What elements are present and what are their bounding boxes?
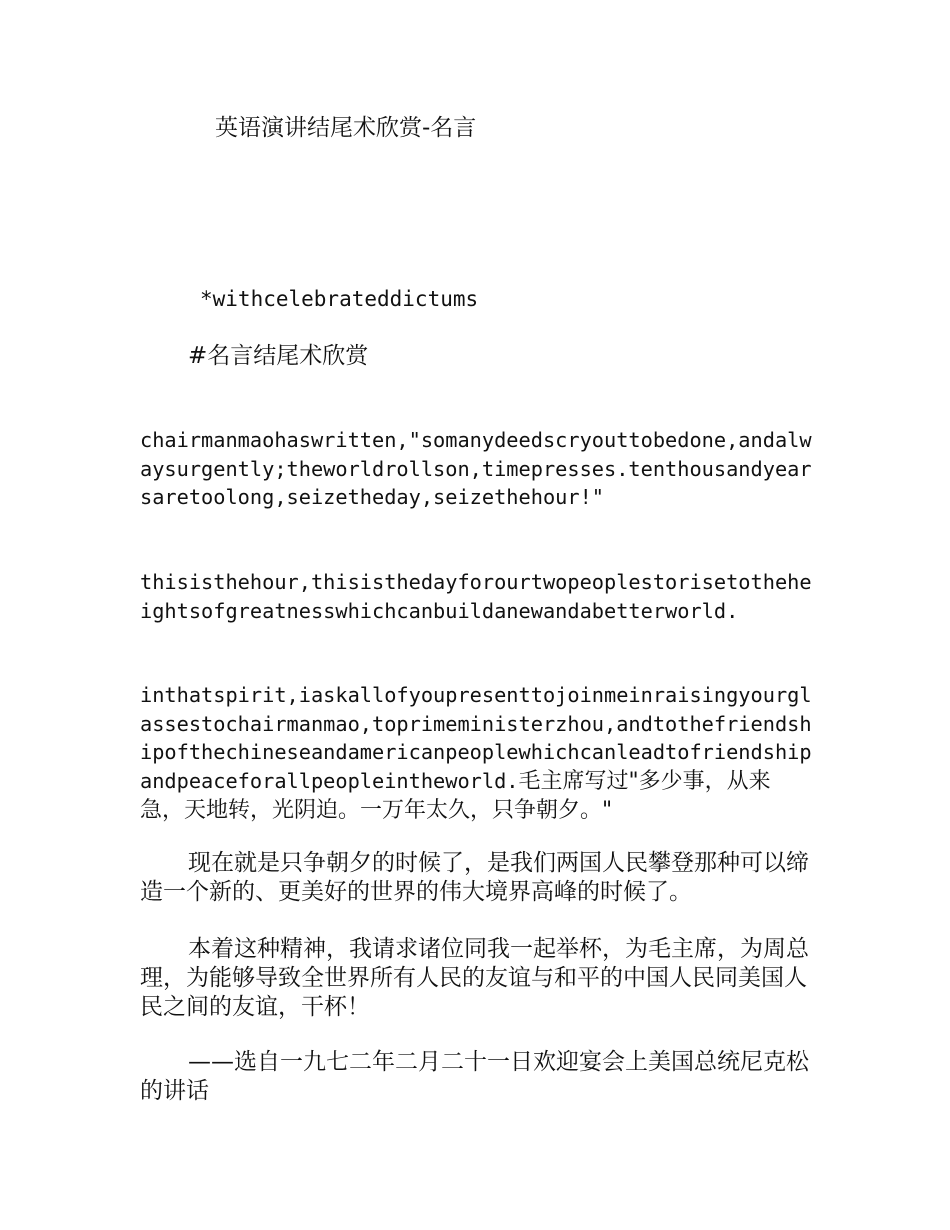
paragraph-english-hour: thisisthehour,thisisthedayforourtwopeoplestorisetotheheightsofgreatnesswhichcanbuildanewandabetterworld. bbox=[140, 570, 812, 623]
paragraph-chinese-hour: 现在就是只争朝夕的时候了，是我们两国人民攀登那种可以缔造一个新的、更美好的世界的伟大境界高峰的时候了。 bbox=[140, 850, 809, 905]
paragraph-chinese-toast: 本着这种精神，我请求诸位同我一起举杯，为毛主席，为周总理，为能够导致全世界所有人民的友谊与和平的中国人民同美国人民之间的友谊，干杯！ bbox=[140, 936, 809, 1020]
document-title: 英语演讲结尾术欣赏-名言 bbox=[215, 115, 477, 141]
paragraph-english-toast bbox=[140, 681, 812, 826]
english-toast-text: inthatspirit,iaskallofyoupresenttojoinmeinraisingyourglassestochairmanmao,toprimeministerzhou,andtothefriendshipofthechineseandamericanpeoplewhichcanleadtofriendshipandpeaceforallpeopleintheworld. bbox=[140, 683, 812, 793]
chinese-quote-text: 毛主席写过"多少事，从来急，天地转，光阴迫。一万年太久，只争朝夕。" bbox=[140, 768, 771, 823]
subtitle-chinese: #名言结尾术欣赏 bbox=[188, 343, 369, 369]
paragraph-english-quote: chairmanmaohaswritten,"somanydeedscryouttobedone,andalwaysurgently;theworldrollson,timepresses.tenthousandyearsaretoolong,seizetheday,seizethehour!" bbox=[140, 428, 812, 509]
subtitle-english: *withcelebrateddictums bbox=[200, 287, 479, 311]
source-attribution: ——选自一九七二年二月二十一日欢迎宴会上美国总统尼克松的讲话 bbox=[140, 1049, 809, 1104]
